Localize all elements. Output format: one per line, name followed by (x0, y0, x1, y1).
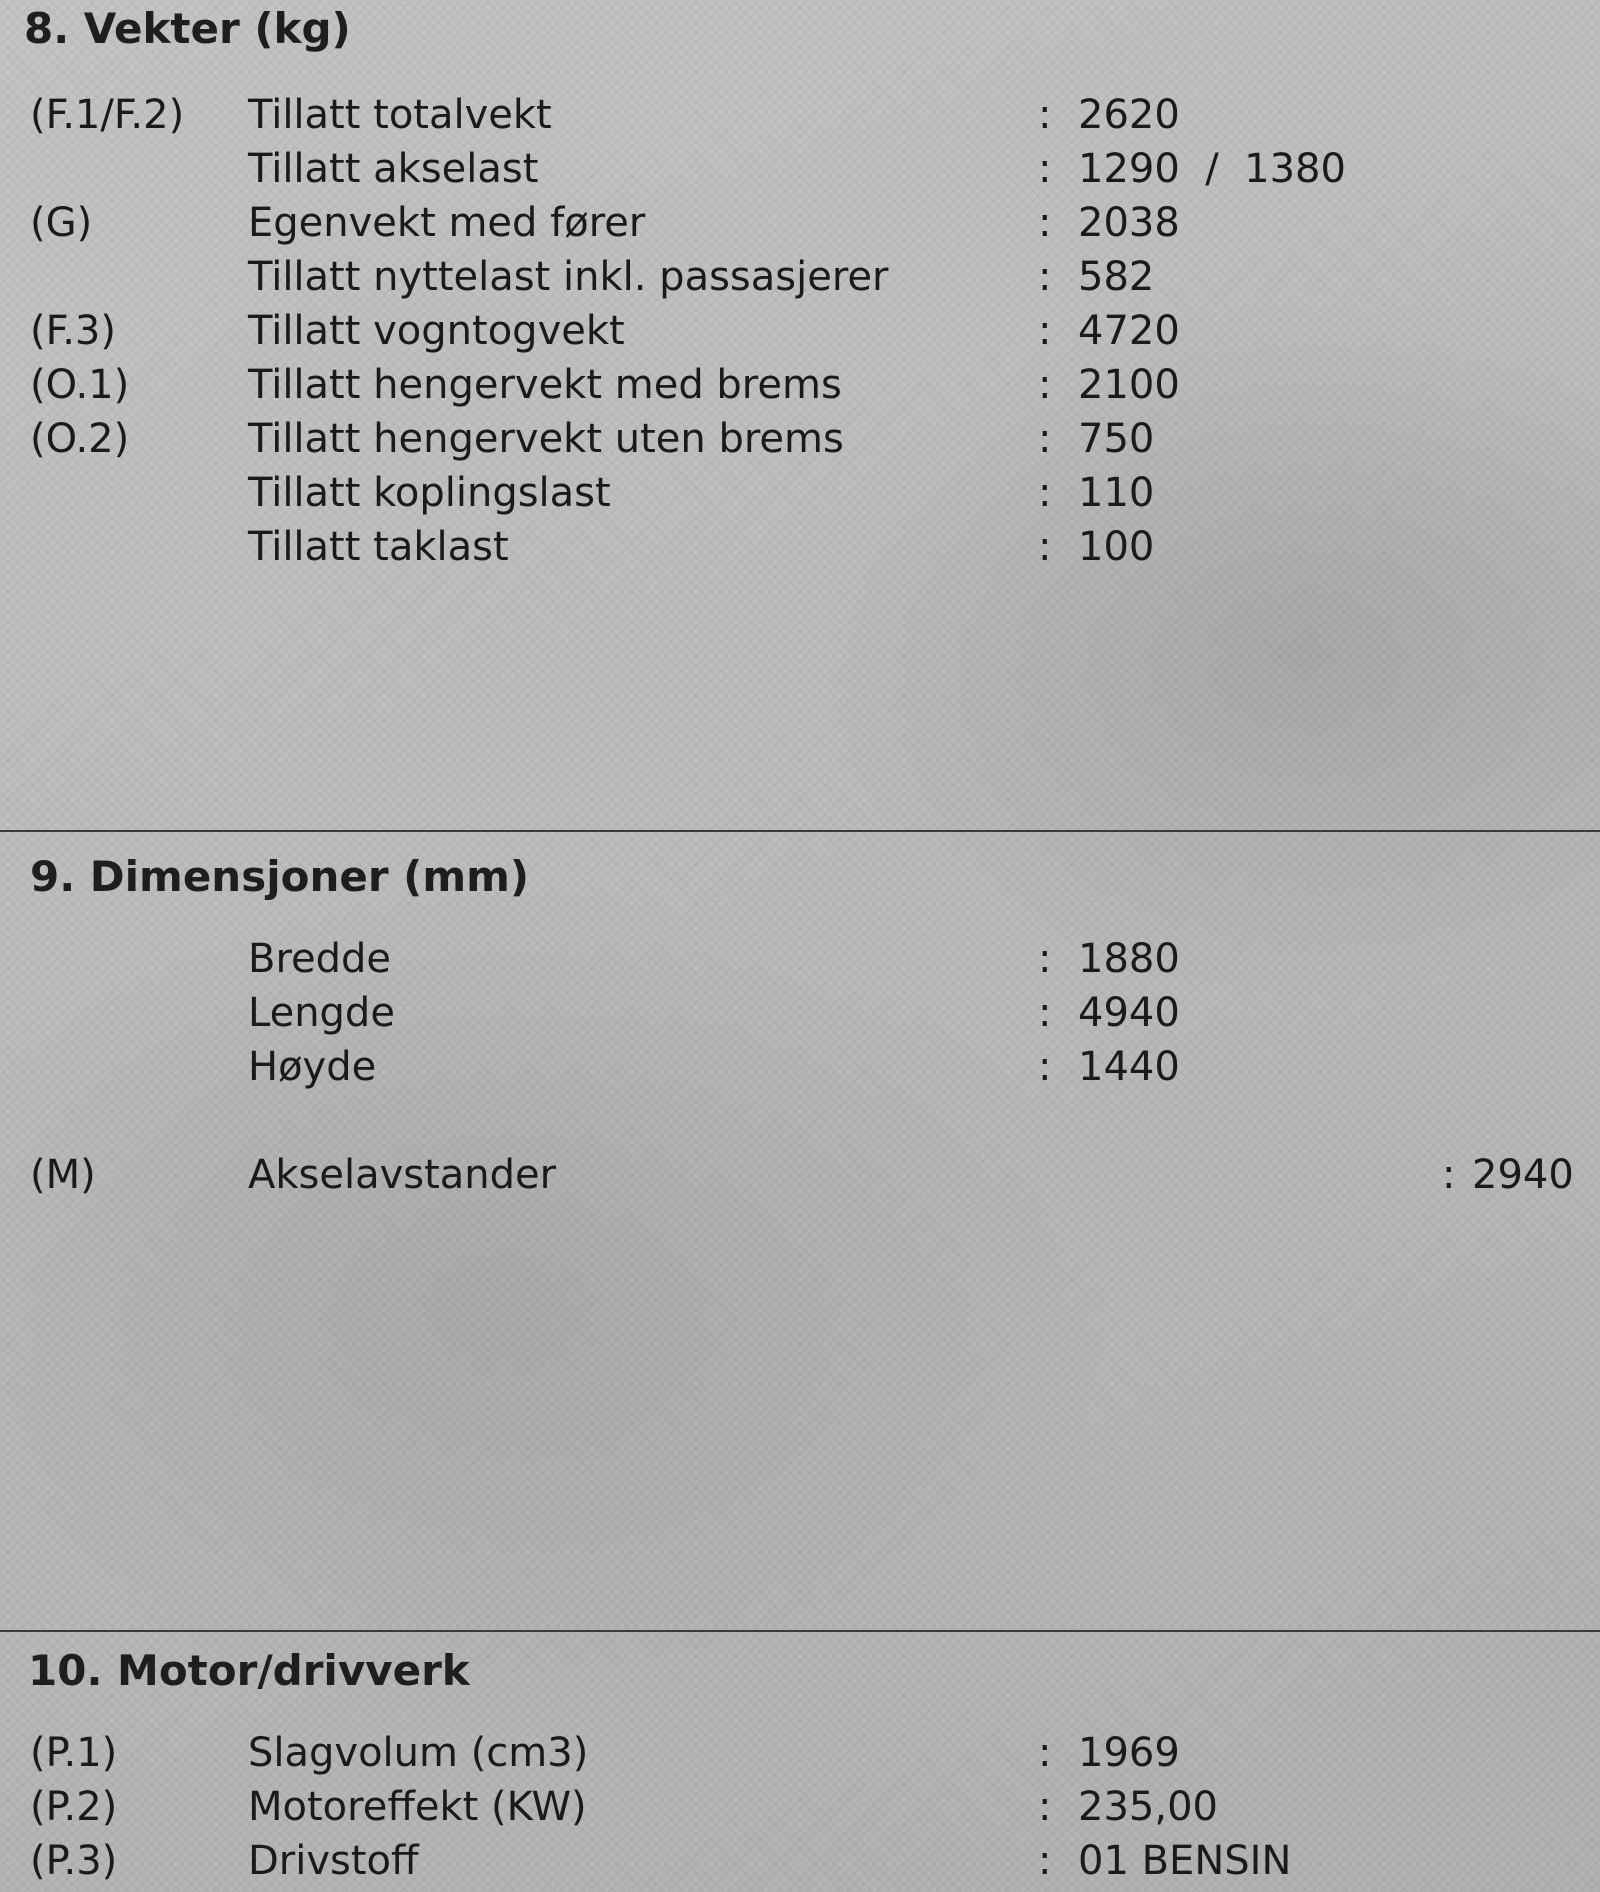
row-label: Tillatt nyttelast inkl. passasjerer (248, 254, 889, 300)
row-code: (F.1/F.2) (30, 92, 185, 138)
row-label: Bredde (248, 936, 392, 982)
weight-row-axle (0, 142, 1600, 196)
row-code: (G) (30, 200, 93, 246)
row-colon: : (1038, 416, 1052, 462)
row-colon: : (1038, 524, 1052, 570)
weight-row-own (0, 196, 1600, 250)
row-colon: : (1442, 1152, 1456, 1198)
row-code: (P.1) (30, 1730, 118, 1776)
row-value: 110 (1078, 470, 1155, 516)
row-value: 750 (1078, 416, 1155, 462)
row-colon: : (1038, 308, 1052, 354)
row-colon: : (1038, 470, 1052, 516)
row-label: Tillatt vogntogvekt (248, 308, 625, 354)
engine-row-power (0, 1780, 1600, 1834)
weight-row-coupling (0, 466, 1600, 520)
dimension-row-length (0, 986, 1600, 1040)
row-value: 2100 (1078, 362, 1180, 408)
section-title-weights: 8. Vekter (kg) (24, 4, 351, 53)
row-colon: : (1038, 1784, 1052, 1830)
weight-row-trailer-nobrake (0, 412, 1600, 466)
row-label: Tillatt hengervekt med brems (248, 362, 842, 408)
row-value: 4940 (1078, 990, 1180, 1036)
row-label: Egenvekt med fører (248, 200, 646, 246)
section-divider (0, 1630, 1600, 1632)
engine-row-displacement (0, 1726, 1600, 1780)
row-colon: : (1038, 1730, 1052, 1776)
row-label: Drivstoff (248, 1838, 419, 1884)
row-value: 582 (1078, 254, 1155, 300)
row-value: 2940 (1472, 1152, 1574, 1198)
row-code: (P.2) (30, 1784, 118, 1830)
row-colon: : (1038, 362, 1052, 408)
dimension-row-height (0, 1040, 1600, 1094)
dimension-row-width (0, 932, 1600, 986)
row-value: 4720 (1078, 308, 1180, 354)
row-value: 235,00 (1078, 1784, 1218, 1830)
section-title-dimensions: 9. Dimensjoner (mm) (30, 852, 530, 901)
row-value: 1880 (1078, 936, 1180, 982)
row-colon: : (1038, 936, 1052, 982)
row-colon: : (1038, 146, 1052, 192)
row-value: 2620 (1078, 92, 1180, 138)
weight-row-train (0, 304, 1600, 358)
row-label: Tillatt koplingslast (248, 470, 611, 516)
row-value: 2038 (1078, 200, 1180, 246)
row-label: Tillatt akselast (248, 146, 539, 192)
row-value: 01 BENSIN (1078, 1838, 1292, 1884)
weight-row-trailer-brake (0, 358, 1600, 412)
row-value: 1290 / 1380 (1078, 146, 1346, 192)
row-code: (O.1) (30, 362, 130, 408)
row-colon: : (1038, 254, 1052, 300)
row-label: Tillatt totalvekt (248, 92, 552, 138)
row-label: Tillatt taklast (248, 524, 509, 570)
row-value: 1969 (1078, 1730, 1180, 1776)
dimension-row-wheelbase (0, 1148, 1600, 1202)
weight-row-payload (0, 250, 1600, 304)
section-title-engine: 10. Motor/drivverk (28, 1646, 470, 1695)
row-code: (M) (30, 1152, 96, 1198)
weight-row-roof (0, 520, 1600, 574)
row-code: (F.3) (30, 308, 116, 354)
row-code: (P.3) (30, 1838, 118, 1884)
row-label: Lengde (248, 990, 395, 1036)
row-colon: : (1038, 92, 1052, 138)
row-label: Motoreffekt (KW) (248, 1784, 587, 1830)
row-value: 100 (1078, 524, 1155, 570)
row-label: Slagvolum (cm3) (248, 1730, 589, 1776)
row-code: (O.2) (30, 416, 130, 462)
row-label: Tillatt hengervekt uten brems (248, 416, 844, 462)
row-label: Akselavstander (248, 1152, 557, 1198)
row-label: Høyde (248, 1044, 377, 1090)
section-divider (0, 830, 1600, 832)
weight-row-total (0, 88, 1600, 142)
engine-row-fuel (0, 1834, 1600, 1888)
row-colon: : (1038, 1838, 1052, 1884)
row-colon: : (1038, 990, 1052, 1036)
row-colon: : (1038, 200, 1052, 246)
row-colon: : (1038, 1044, 1052, 1090)
row-value: 1440 (1078, 1044, 1180, 1090)
